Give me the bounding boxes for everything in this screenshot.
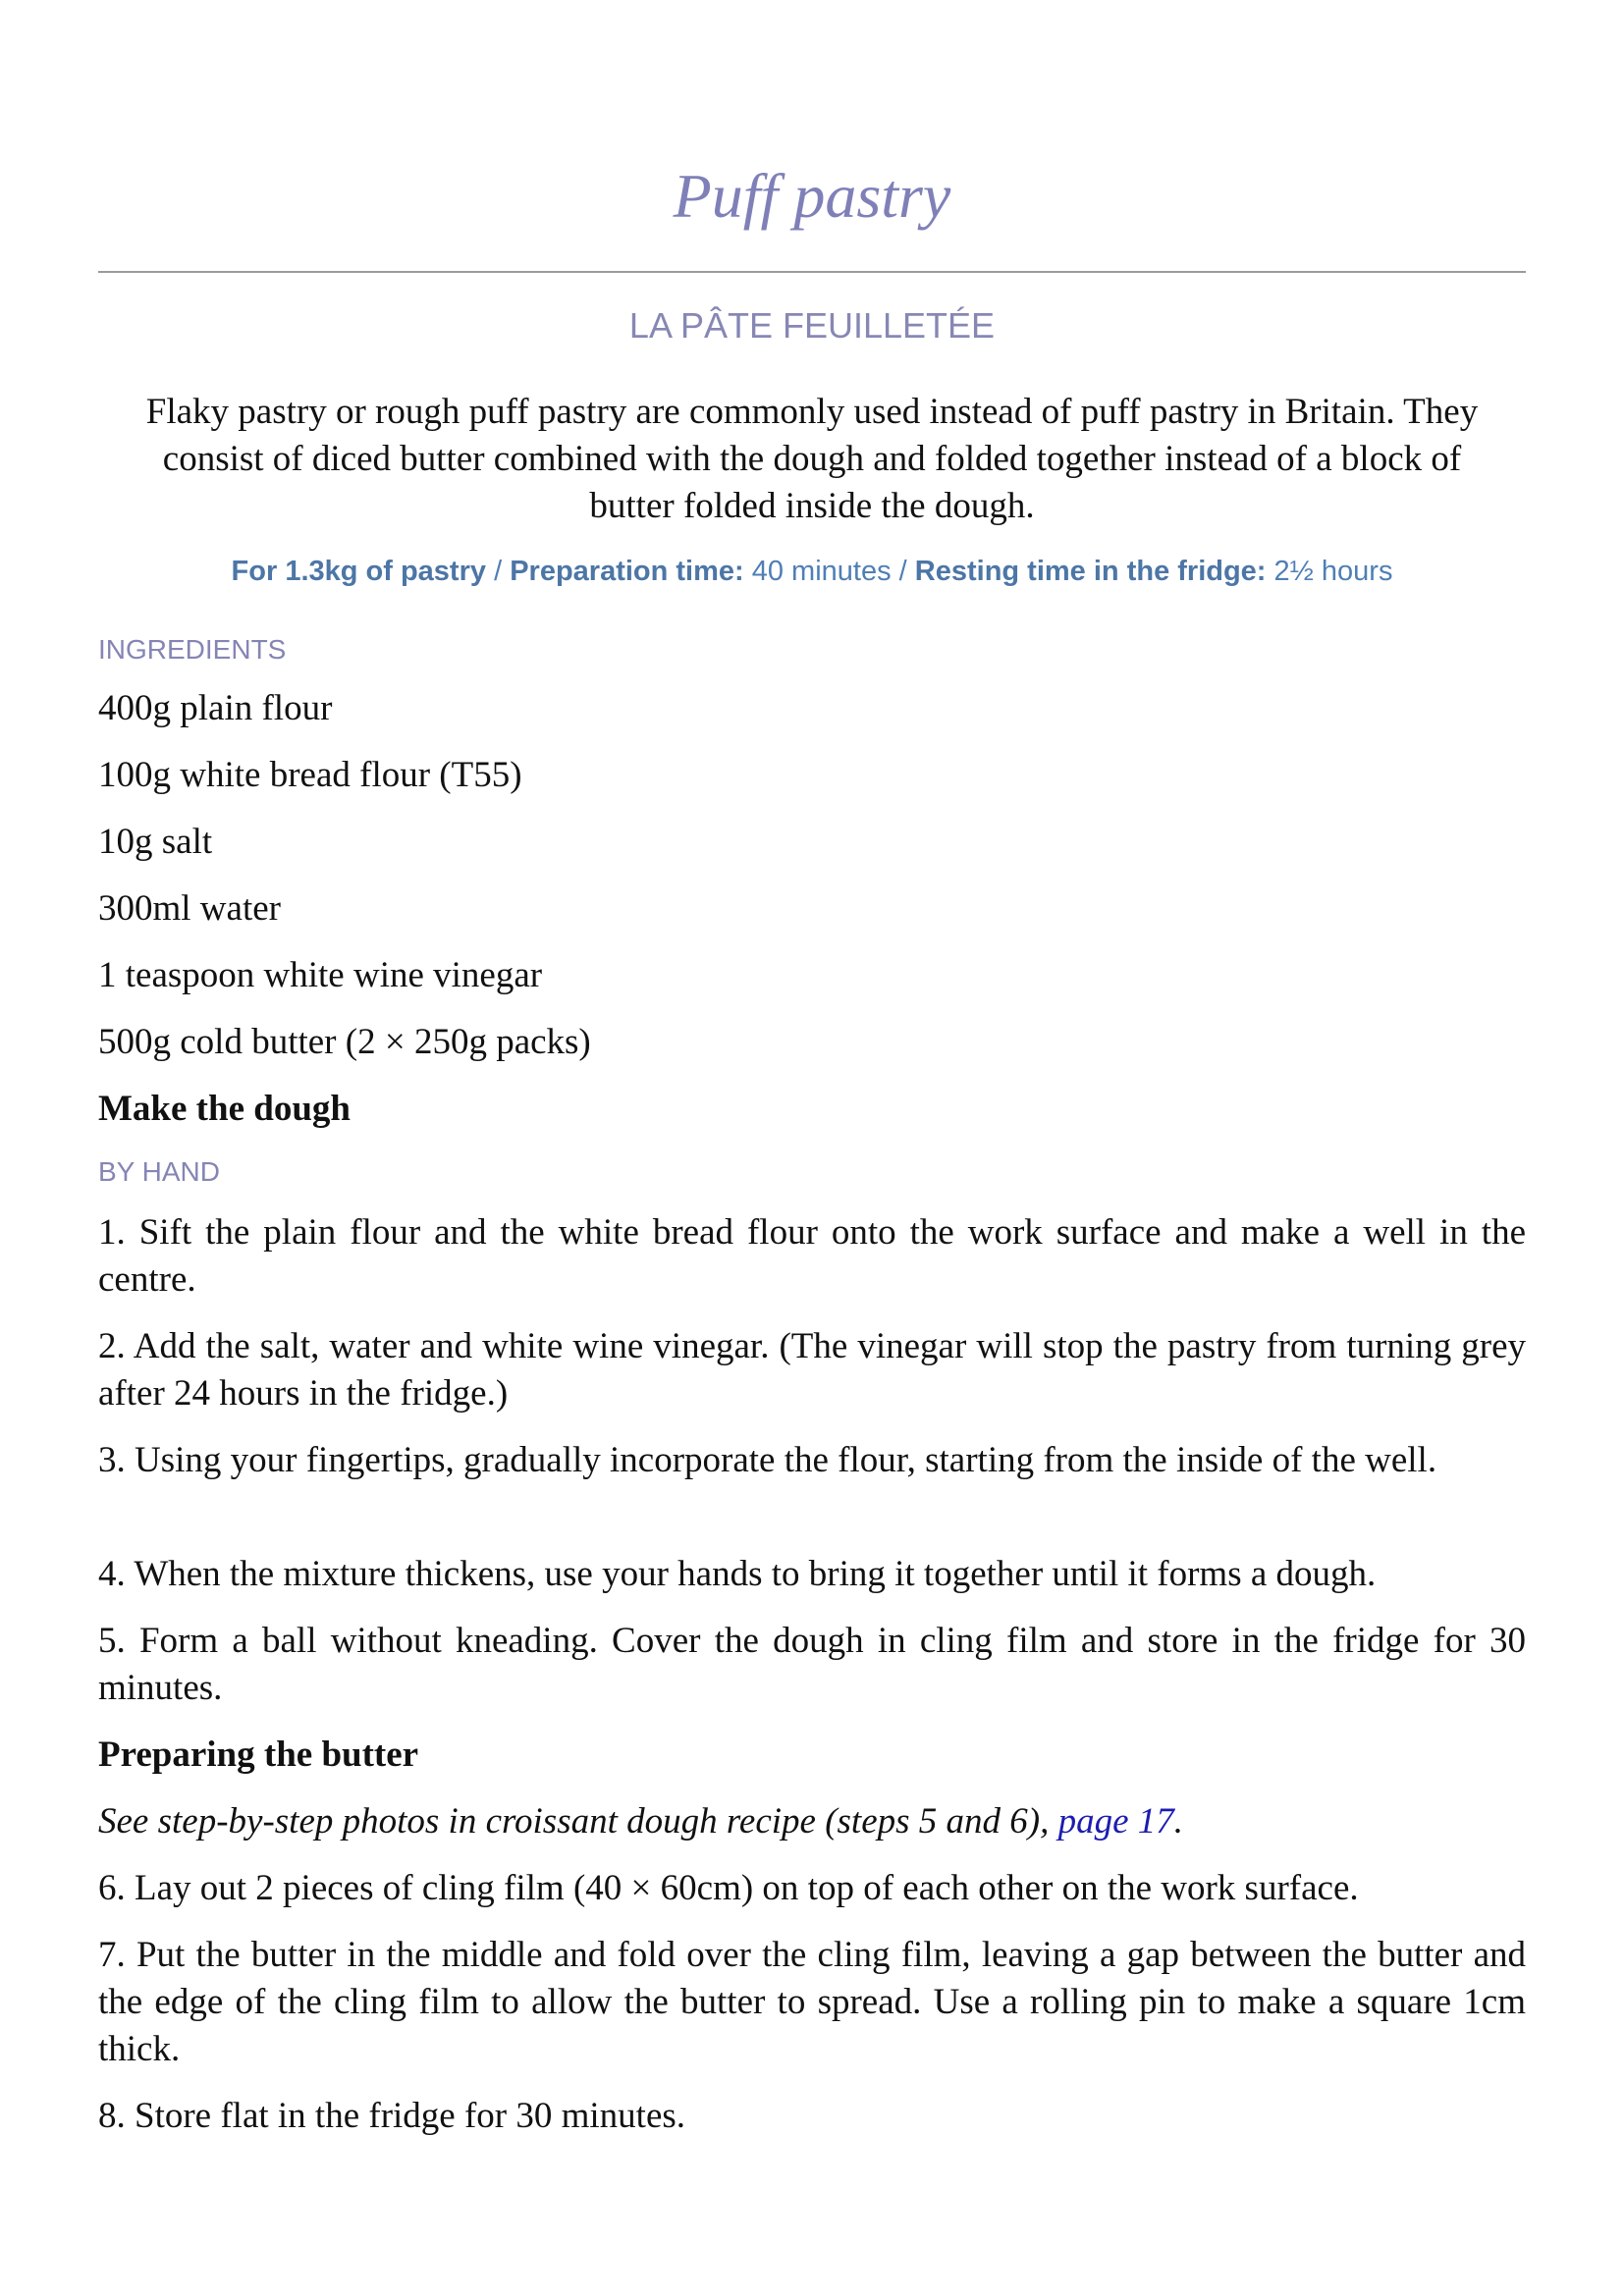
step-item: 2. Add the salt, water and white wine vinegar. (The vinegar will stop the pastry from turning grey after 24 hours in the fridge.) (98, 1326, 1526, 1414)
ingredient-item: 100g white bread flour (T55) (98, 755, 522, 795)
yield-text: For 1.3kg of pastry (231, 556, 487, 587)
butter-heading: Preparing the butter (98, 1735, 419, 1775)
rest-time-label: Resting time in the fridge: (914, 556, 1267, 587)
intro-paragraph: Flaky pastry or rough puff pastry are commonly used instead of puff pastry in Britain. They consist of diced butter combined with the dough and folded together instead of a block of butter folded inside the dough. (145, 392, 1479, 526)
page-link[interactable]: page 17 (1057, 1801, 1174, 1842)
step-item: 1. Sift the plain flour and the white bread flour onto the work surface and make a well in the centre. (98, 1212, 1526, 1300)
rest-time-value: 2½ hours (1266, 556, 1393, 587)
page-subtitle: LA PÂTE FEUILLETÉE (628, 305, 996, 346)
step-item: 8. Store flat in the fridge for 30 minutes. (98, 2096, 686, 2136)
step-item: 4. When the mixture thickens, use your hands to bring it together until it forms a dough. (98, 1554, 1377, 1594)
step-item: 5. Form a ball without kneading. Cover the dough in cling film and store in the fridge for 30 minutes. (98, 1621, 1526, 1708)
method-label: BY HAND (98, 1156, 220, 1187)
title-divider (98, 271, 1526, 273)
page-title: Puff pastry (673, 161, 951, 231)
note-end: . (1173, 1801, 1184, 1842)
note-text: See step-by-step photos in croissant dough recipe (steps 5 and 6), (98, 1801, 1058, 1842)
make-dough-heading: Make the dough (98, 1089, 351, 1129)
meta-separator: / (486, 556, 511, 587)
step-item: 3. Using your fingertips, gradually incorporate the flour, starting from the inside of the well. (98, 1440, 1437, 1480)
prep-time-value: 40 minutes (743, 556, 892, 587)
ingredient-item: 500g cold butter (2 × 250g packs) (98, 1022, 591, 1062)
ingredient-item: 400g plain flour (98, 688, 333, 728)
recipe-meta (98, 552, 1526, 591)
ingredient-item: 1 teaspoon white wine vinegar (98, 955, 543, 995)
step-item: 6. Lay out 2 pieces of cling film (40 × 60cm) on top of each other on the work surface. (98, 1868, 1359, 1908)
ingredient-item: 300ml water (98, 888, 281, 929)
ingredient-item: 10g salt (98, 822, 213, 862)
recipe-page (98, 0, 1526, 2296)
photo-reference-note (98, 1798, 1526, 1845)
ingredients-heading: INGREDIENTS (98, 634, 287, 665)
meta-separator: / (891, 556, 915, 587)
prep-time-label: Preparation time: (510, 556, 744, 587)
step-item: 7. Put the butter in the middle and fold over the cling film, leaving a gap between the butter and the edge of the cling film to allow the butter to spread. Use a rolling pin to make a square 1cm thick. (98, 1935, 1526, 2069)
